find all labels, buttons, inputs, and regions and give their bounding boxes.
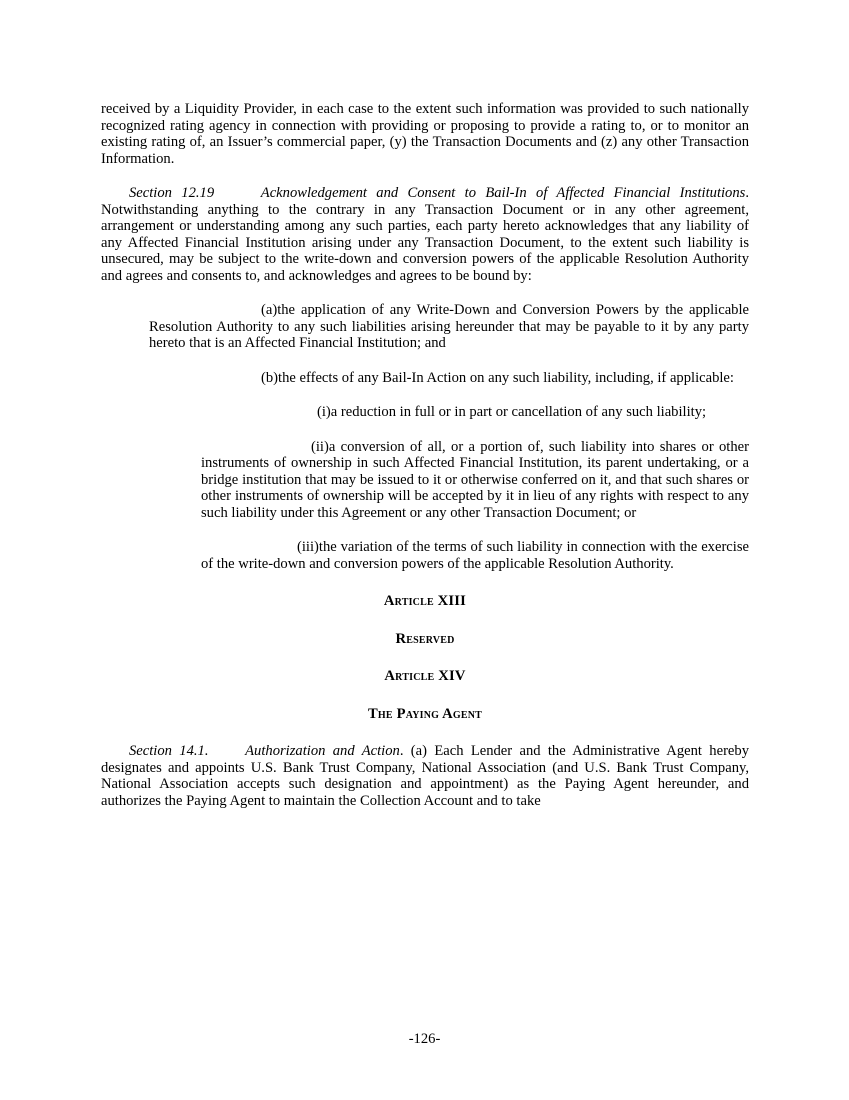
clause-ii [201,439,749,522]
section-14-1-title: Authorization and Action [245,743,400,759]
page-content [101,101,749,809]
page-number: -126- [408,1031,441,1047]
clause-a-label: (a) [261,302,278,318]
clause-iii-text: the variation of the terms of such liability in connection with the exercise of the write-down and conversion powers of the applicable Resolution Authority. [201,539,749,572]
section-12-19-title: Acknowledgement and Consent to Bail-In of Affected Financial Institutions [260,185,746,201]
clause-ii-label: (ii) [311,438,329,455]
clause-i [201,404,749,421]
section-14-1-body: . (a) Each Lender and the Administrative Agent hereby designates and appoints U.S. Bank Trust Company, National Association (and U.S. Bank Trust Company, National Association accepts such designation and appointment) as the Paying Agent hereunder, and authorizes the Paying Agent to maintain the Collection Account and to take [101,743,750,809]
article-xiv-heading: Article XIV [384,668,466,684]
clause-ii-text: a conversion of all, or a portion of, such liability into shares or other instruments of ownership in such Affected Financial Institution, its parent undertaking, or a bridge institution that may be issued to it or otherwise conferred on it, and that such shares or other instruments of ownership will be accepted by it in lieu of any rights with respect to any such liability under this Agreement or any other Transaction Document; or [201,438,749,521]
clause-iii-label: (iii) [297,539,319,555]
clause-b-label: (b) [261,369,279,386]
paragraph-continuation: received by a Liquidity Provider, in each case to the extent such information was provided to such nationally recognized rating agency in connection with providing or proposing to provide a rating to, or to monitor an existing rating of, an Issuer’s commercial paper, (y) the Transaction Documents and (z) any other Transaction Information. [101,101,749,167]
article-xiii-heading: Article XIII [383,593,467,609]
clause-b-text: the effects of any Bail-In Action on any such liability, including, if applicable: [278,369,734,386]
section-12-19-body: . Notwithstanding anything to the contrary in any Transaction Document or in any other agreement, arrangement or understanding among any such parties, each party hereto acknowledges that any liability of any Affected Financial Institution arising under any Transaction Document, to the extent such liability is unsecured, may be subject to the write-down and conversion powers of the applicable Resolution Authority and agrees and consents to, and acknowledges and agrees to be bound by: [101,185,749,284]
clause-i-label: (i) [317,404,331,420]
clause-iii [201,539,749,572]
clause-i-text: a reduction in full or in part or cancellation of any such liability; [330,404,707,420]
reserved-heading: Reserved [395,630,455,647]
clause-a [149,302,749,352]
section-12-19-number: Section 12.19 [129,185,215,201]
section-12-19-paragraph [101,185,749,284]
clause-a-text: the application of any Write-Down and Conversion Powers by the applicable Resolution Authority to any such liabilities arising hereunder that may be payable to it by any party hereto that is an Affected Financial Institution; and [149,302,749,351]
clause-b [149,370,749,387]
section-14-1-paragraph [101,743,749,809]
section-14-1-number: Section 14.1. [129,743,209,759]
paying-agent-heading: The Paying Agent [367,705,483,722]
